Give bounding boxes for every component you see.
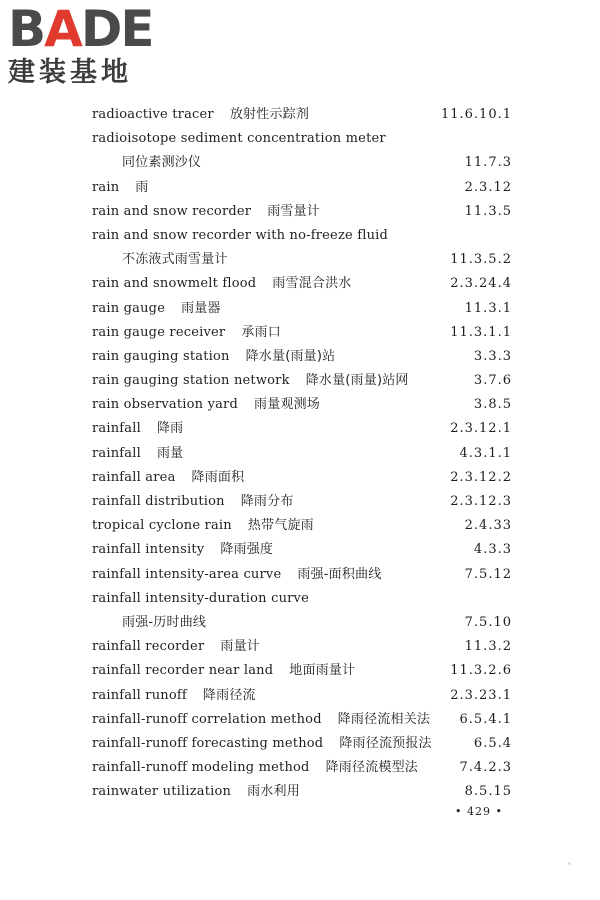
section-number: 2.3.12.3: [450, 494, 512, 509]
chinese-term: 雨雪量计: [267, 203, 321, 219]
section-number: 2.3.12.2: [450, 469, 512, 485]
index-term: [92, 659, 355, 683]
english-term: rain observation yard: [92, 397, 238, 413]
section-number: 11.3.5: [464, 203, 512, 219]
section-number: 7.5.12: [464, 566, 512, 582]
chinese-term: 雨量计: [220, 639, 260, 655]
index-term: [92, 272, 352, 296]
index-term: [92, 587, 325, 611]
index-entry: [0, 563, 600, 587]
index-entry: [0, 611, 600, 635]
index-entry: [0, 417, 600, 441]
index-entry: [0, 393, 600, 417]
index-entry: [0, 466, 600, 490]
english-term: radioisotope sediment concentration meter: [92, 131, 386, 147]
section-number: 3.7.6: [473, 373, 512, 389]
section-number: 7.5.10: [464, 614, 512, 630]
index-term: [92, 684, 256, 708]
index-entry: [0, 272, 600, 296]
english-term: rain and snow recorder with no-freeze fluid: [92, 227, 389, 243]
english-term: radioactive tracer: [92, 107, 214, 122]
index-term: [92, 563, 381, 587]
index-entry: [0, 538, 600, 562]
section-number: 8.5.15: [464, 784, 512, 800]
index-term: [92, 103, 309, 127]
chinese-term: 雨量观测场: [254, 397, 321, 413]
chinese-term: 雨: [135, 179, 149, 195]
index-entry: [0, 490, 600, 514]
index-term: [122, 151, 201, 175]
index-term: [92, 514, 314, 538]
chinese-term: 降雨径流模型法: [325, 760, 418, 776]
english-term: rainfall-runoff forecasting method: [92, 735, 324, 751]
index-entry: [0, 248, 600, 272]
english-term: rainfall runoff: [92, 687, 187, 703]
section-number: 2.4.33: [464, 518, 512, 534]
index-entry: [0, 659, 600, 683]
index-entry: [0, 708, 600, 732]
chinese-term: 雨量: [156, 445, 184, 461]
index-entry: [0, 151, 600, 175]
section-number: 3.8.5: [473, 397, 512, 413]
english-term: rainwater utilization: [92, 784, 232, 800]
english-term: rain and snow recorder: [92, 203, 252, 219]
index-term: [92, 635, 260, 659]
chinese-term: 同位素测沙仪: [122, 155, 202, 171]
english-term: rainfall distribution: [92, 494, 225, 509]
index-term: [92, 393, 320, 417]
index-term: [122, 248, 228, 272]
english-term: rainfall area: [92, 469, 176, 485]
section-number: 4.3.3: [473, 542, 512, 558]
index-entry: [0, 321, 600, 345]
english-term: rainfall intensity-area curve: [92, 566, 282, 582]
index-term: [92, 224, 404, 248]
logo-tagline: 建装基地: [8, 57, 132, 88]
index-term: [92, 345, 335, 369]
index-term: [92, 176, 149, 200]
section-number: 11.7.3: [464, 155, 512, 171]
chinese-term: 降雨面积: [191, 469, 245, 485]
index-term: [92, 200, 320, 224]
english-term: rainfall intensity-duration curve: [92, 590, 309, 606]
section-number: 3.3.3: [473, 348, 512, 364]
chinese-term: 地面雨量计: [289, 663, 356, 679]
section-number: 2.3.24.4: [450, 276, 512, 292]
index-entry: [0, 732, 600, 756]
chinese-term: 降雨分布: [240, 494, 294, 509]
chinese-term: 雨量器: [181, 300, 221, 316]
english-term: tropical cyclone rain: [92, 518, 232, 534]
index-term: [92, 297, 221, 321]
index-term: [92, 321, 281, 345]
english-term: rainfall intensity: [92, 542, 205, 558]
section-number: 11.3.5.2: [450, 252, 512, 268]
index-entry: [0, 756, 600, 780]
bade-logo: [8, 2, 153, 90]
index-term: [92, 442, 183, 466]
english-term: rainfall-runoff modeling method: [92, 760, 310, 776]
index-term: [92, 127, 402, 151]
index-entry: [0, 345, 600, 369]
index-entry: [0, 176, 600, 200]
index-term: [92, 369, 409, 393]
index-term: [92, 780, 300, 804]
chinese-term: 降雨径流相关法: [337, 711, 431, 727]
chinese-term: 承雨口: [241, 324, 281, 340]
index-term: [92, 732, 432, 756]
section-number: 2.3.12: [464, 179, 512, 195]
index-entry: [0, 200, 600, 224]
index-entry: [0, 297, 600, 321]
index-entry: [0, 442, 600, 466]
section-number: 11.6.10.1: [440, 107, 512, 122]
section-number: 11.3.1: [464, 300, 512, 316]
index-entry: [0, 780, 600, 804]
chinese-term: 降雨: [156, 421, 184, 437]
english-term: rain and snowmelt flood: [92, 276, 257, 292]
index-term: [92, 490, 294, 514]
index-entry: [0, 514, 600, 538]
index-entry: [0, 684, 600, 708]
index-term: [92, 417, 183, 441]
section-number: 11.3.2: [464, 639, 512, 655]
index-term: [92, 466, 244, 490]
chinese-term: 降雨径流预报法: [339, 735, 432, 751]
index-entry: [0, 635, 600, 659]
english-term: rain gauge: [92, 300, 166, 316]
section-number: 11.3.2.6: [450, 663, 512, 679]
index-entry: [0, 127, 600, 151]
english-term: rainfall: [92, 445, 141, 461]
logo-wordmark: BADE: [8, 0, 153, 58]
section-number: 4.3.1.1: [459, 445, 512, 461]
index-term: [92, 538, 273, 562]
index-term: [122, 611, 206, 635]
chinese-term: 降雨强度: [220, 542, 274, 558]
index-term: [92, 756, 418, 780]
chinese-term: 放射性示踪剂: [229, 107, 310, 122]
chinese-term: 雨强-历时曲线: [122, 614, 207, 630]
chinese-term: 雨强-面积曲线: [297, 566, 382, 582]
english-term: rain gauging station network: [92, 373, 290, 389]
section-number: 2.3.23.1: [450, 687, 512, 703]
section-number: 7.4.2.3: [459, 760, 512, 776]
english-term: rain gauge receiver: [92, 324, 226, 340]
english-term: rainfall-runoff correlation method: [92, 711, 322, 727]
english-term: rainfall: [92, 421, 141, 437]
section-number: 6.5.4.1: [459, 711, 512, 727]
chinese-term: 热带气旋雨: [247, 518, 314, 534]
chinese-term: 降水量(雨量)站网: [305, 373, 409, 389]
index-term: [92, 708, 430, 732]
scan-speck: [568, 862, 571, 865]
english-term: rainfall recorder: [92, 639, 205, 655]
chinese-term: 降雨径流: [202, 687, 256, 703]
english-term: rainfall recorder near land: [92, 663, 274, 679]
section-number: 2.3.12.1: [450, 421, 512, 437]
index-entry: [0, 587, 600, 611]
chinese-term: 雨水利用: [247, 784, 300, 800]
glossary-index-list: [0, 103, 600, 804]
index-entry: [0, 369, 600, 393]
section-number: 6.5.4: [473, 735, 512, 751]
index-entry: [0, 103, 600, 127]
index-entry: [0, 224, 600, 248]
chinese-term: 不冻液式雨雪量计: [122, 252, 228, 268]
chinese-term: 降水量(雨量)站: [245, 348, 336, 364]
section-number: 11.3.1.1: [450, 324, 512, 340]
chinese-term: 雨雪混合洪水: [272, 276, 352, 292]
english-term: rain: [92, 179, 120, 195]
page-number: • 429 •: [455, 805, 503, 818]
english-term: rain gauging station: [92, 348, 230, 364]
